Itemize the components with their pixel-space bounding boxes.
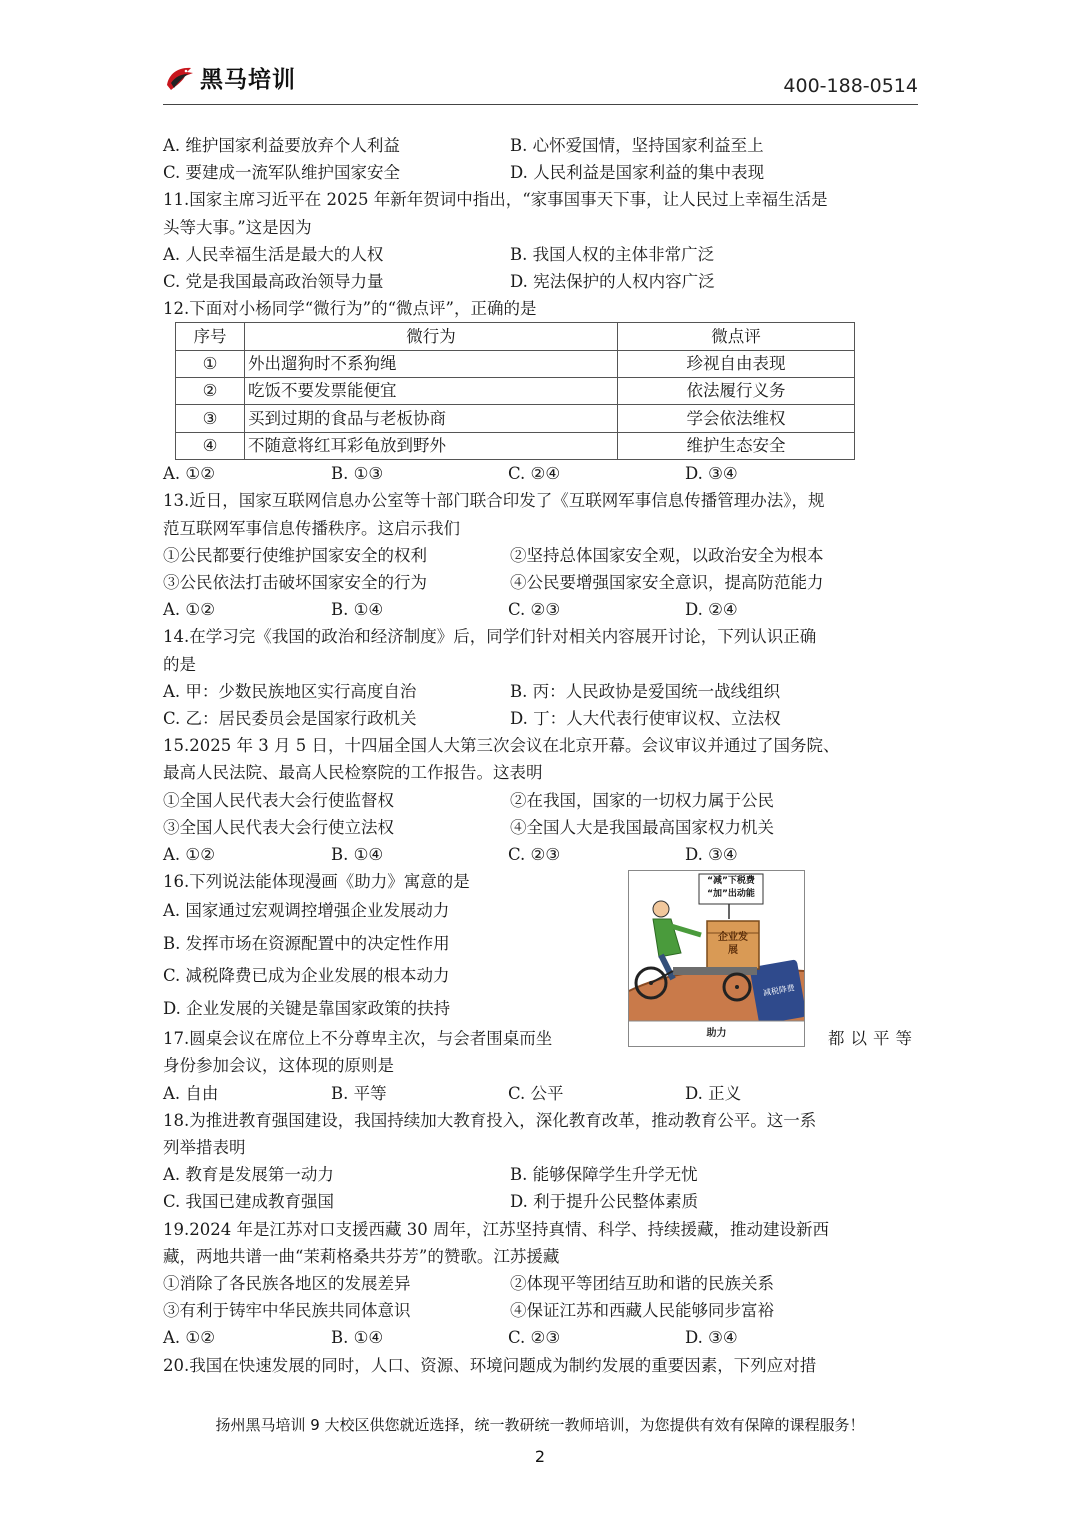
table-cell: ④ xyxy=(176,432,245,459)
q15-statement-2: ②在我国，国家的一切权力属于公民 xyxy=(510,790,774,810)
q15-option-c: C. ②③ xyxy=(508,844,561,864)
q19-option-a: A. ①② xyxy=(163,1328,215,1348)
q17-stem-line1 xyxy=(163,1025,918,1052)
horse-logo-icon xyxy=(163,63,197,93)
q15-statements-row1 xyxy=(163,787,918,814)
cartoon-zhuli xyxy=(628,870,805,1047)
q19-stem-line1: 19.2024 年是江苏对口支援西藏 30 周年，江苏坚持真情、科学、持续援藏，推动建设新西 xyxy=(163,1219,829,1239)
page-number: 2 xyxy=(534,1447,546,1466)
q17-option-b: B. 平等 xyxy=(331,1083,387,1103)
q20-stem-line1: 20.我国在快速发展的同时，人口、资源、环境问题成为制约发展的重要因素，下列应对措 xyxy=(163,1355,817,1375)
cartoon-sign-line1: “减”下税费 xyxy=(707,876,755,887)
q15-statement-4: ④全国人大是我国最高国家权力机关 xyxy=(510,817,774,837)
q13-options xyxy=(163,596,918,623)
cartoon-sign-line2: “加”出动能 xyxy=(707,889,755,900)
q13-option-b: B. ①④ xyxy=(331,600,384,620)
q18-option-b: B. 能够保障学生升学无忧 xyxy=(510,1165,698,1185)
q14-stem-line1: 14.在学习完《我国的政治和经济制度》后，同学们针对相关内容展开讨论，下列认识正确 xyxy=(163,627,817,647)
q12-options xyxy=(163,460,918,487)
phone-number: 400-188-0514 xyxy=(783,75,918,97)
q10-option-c: C. 要建成一流军队维护国家安全 xyxy=(163,163,401,183)
table-cell: ② xyxy=(176,378,245,405)
q19-statement-4: ④保证江苏和西藏人民能够同步富裕 xyxy=(510,1301,774,1321)
table-row xyxy=(176,378,855,405)
q13-option-d: D. ②④ xyxy=(685,600,738,620)
q13-option-a: A. ①② xyxy=(163,600,215,620)
q11-option-b: B. 我国人权的主体非常广泛 xyxy=(510,244,715,264)
q14-options-row2 xyxy=(163,705,918,732)
q15-statements-row2 xyxy=(163,814,918,841)
q14-option-a: A. 甲：少数民族地区实行高度自治 xyxy=(163,681,417,701)
q13-statement-4: ④公民要增强国家安全意识，提高防范能力 xyxy=(510,573,824,593)
table-cell: 珍视自由表现 xyxy=(618,350,855,377)
q10-option-b: B. 心怀爱国情，坚持国家利益至上 xyxy=(510,136,764,155)
q11-option-a: A. 人民幸福生活是最大的人权 xyxy=(163,244,384,264)
header-divider xyxy=(163,104,918,105)
q14-option-c: C. 乙：居民委员会是国家行政机关 xyxy=(163,708,417,728)
q17-option-d: D. 正义 xyxy=(685,1083,742,1103)
table-cell: 依法履行义务 xyxy=(618,378,855,405)
table-cell: 维护生态安全 xyxy=(618,432,855,459)
q17-option-a: A. 自由 xyxy=(163,1083,219,1103)
q13-statement-2: ②坚持总体国家安全观，以政治安全为根本 xyxy=(510,545,824,565)
table-row xyxy=(176,432,855,459)
q16-stem: 16.下列说法能体现漫画《助力》寓意的是 xyxy=(163,872,470,892)
q15-option-a: A. ①② xyxy=(163,844,215,864)
q14-stem-line2: 的是 xyxy=(163,654,196,674)
table-header-cell: 微行为 xyxy=(245,323,618,350)
q18-stem-line1: 18.为推进教育强国建设，我国持续加大教育投入，深化教育改革，推动教育公平。这一系 xyxy=(163,1110,817,1130)
q13-option-c: C. ②③ xyxy=(508,600,561,620)
q17-stem-tail: 都以平等 xyxy=(828,1029,918,1049)
q18-option-a: A. 教育是发展第一动力 xyxy=(163,1165,334,1185)
q17-option-c: C. 公平 xyxy=(508,1083,564,1103)
q10-option-a: A. 维护国家利益要放弃个人利益 xyxy=(163,136,400,155)
q15-option-d: D. ③④ xyxy=(685,844,738,864)
q11-stem-line2: 头等大事。”这是因为 xyxy=(163,217,312,237)
table-cell: 买到过期的食品与老板协商 xyxy=(245,405,618,432)
q16-option-a: A. 国家通过宏观调控增强企业发展动力 xyxy=(163,901,450,921)
table-cell: ① xyxy=(176,350,245,377)
q13-statements-row1 xyxy=(163,542,918,569)
q10-options-row1 xyxy=(163,132,918,159)
q19-options xyxy=(163,1324,918,1351)
q19-statement-2: ②体现平等团结互助和谐的民族关系 xyxy=(510,1273,774,1293)
q18-option-d: D. 利于提升公民整体素质 xyxy=(510,1192,699,1212)
q12-table xyxy=(175,322,855,460)
table-header-cell: 微点评 xyxy=(618,323,855,350)
q15-stem-line1: 15.2025 年 3 月 5 日，十四届全国人大第三次会议在北京开幕。会议审议并通过了国务院、 xyxy=(163,736,840,756)
q11-option-c: C. 党是我国最高政治领导力量 xyxy=(163,271,384,291)
brand-name: 黑马培训 xyxy=(200,67,296,93)
q12-stem: 12.下面对小杨同学“微行为”的“微点评”，正确的是 xyxy=(163,299,537,319)
q11-options-row2 xyxy=(163,268,918,295)
q19-stem-line2: 藏，两地共谱一曲“茉莉格桑共芬芳”的赞歌。江苏援藏 xyxy=(163,1246,560,1266)
q15-statement-1: ①全国人民代表大会行使监督权 xyxy=(163,790,394,810)
cartoon-caption: 助力 xyxy=(706,1028,727,1040)
q11-stem-line1: 11.国家主席习近平在 2025 年新年贺词中指出，“家事国事天下事，让人民过上幸福生活是 xyxy=(163,190,828,210)
q13-stem-line2: 范互联网军事信息传播秩序。这启示我们 xyxy=(163,518,460,538)
q12-option-a: A. ①② xyxy=(163,464,215,484)
q19-option-c: C. ②③ xyxy=(508,1328,561,1348)
q15-stem-line2: 最高人民法院、最高人民检察院的工作报告。这表明 xyxy=(163,763,543,783)
q18-stem-line2: 列举措表明 xyxy=(163,1138,246,1158)
cartoon-tank-label: 减税降费 xyxy=(762,983,796,998)
table-cell: 吃饭不要发票能便宜 xyxy=(245,378,618,405)
table-row xyxy=(176,405,855,432)
q13-stem-line1: 13.近日，国家互联网信息办公室等十部门联合印发了《互联网军事信息传播管理办法》，规 xyxy=(163,491,825,511)
q17-options xyxy=(163,1080,918,1107)
cartoon-box-label: 企业发展 xyxy=(718,932,748,957)
q10-options-row2 xyxy=(163,159,918,186)
q16-option-c: C. 减税降费已成为企业发展的根本动力 xyxy=(163,966,450,986)
table-cell: 学会依法维权 xyxy=(618,405,855,432)
footer-slogan: 扬州黑马培训 9 大校区供您就近选择，统一教研统一教师培训，为您提供有效有保障的课程服务！ xyxy=(215,1416,865,1434)
table-cell: ③ xyxy=(176,405,245,432)
q14-option-d: D. 丁：人大代表行使审议权、立法权 xyxy=(510,708,781,728)
q15-statement-3: ③全国人民代表大会行使立法权 xyxy=(163,817,394,837)
brand-logo xyxy=(163,61,296,94)
q12-option-c: C. ②④ xyxy=(508,464,561,484)
q12-option-b: B. ①③ xyxy=(331,464,384,484)
q19-option-b: B. ①④ xyxy=(331,1328,384,1348)
table-row xyxy=(176,350,855,377)
q10-option-d: D. 人民利益是国家利益的集中表现 xyxy=(510,163,765,183)
q11-options-row1 xyxy=(163,241,918,268)
q18-option-c: C. 我国已建成教育强国 xyxy=(163,1192,335,1212)
q11-option-d: D. 宪法保护的人权内容广泛 xyxy=(510,271,715,291)
q12-table-header xyxy=(176,323,855,350)
q13-statements-row2 xyxy=(163,569,918,596)
page-header xyxy=(163,55,918,105)
q19-statements-row2 xyxy=(163,1297,918,1324)
q19-statements-row1 xyxy=(163,1270,918,1297)
q14-options-row1 xyxy=(163,678,918,705)
q16-option-b: B. 发挥市场在资源配置中的决定性作用 xyxy=(163,933,450,953)
table-cell: 外出遛狗时不系狗绳 xyxy=(245,350,618,377)
q19-statement-1: ①消除了各民族各地区的发展差异 xyxy=(163,1273,411,1293)
q15-option-b: B. ①④ xyxy=(331,844,384,864)
q18-options-row2 xyxy=(163,1188,918,1215)
table-header-cell: 序号 xyxy=(176,323,245,350)
q17-stem-text: 17.圆桌会议在席位上不分尊卑主次，与会者围桌而坐 xyxy=(163,1029,553,1049)
q12-option-d: D. ③④ xyxy=(685,464,738,484)
q14-option-b: B. 丙：人民政协是爱国统一战线组织 xyxy=(510,681,781,701)
exam-content xyxy=(163,132,918,1379)
q16-option-d: D. 企业发展的关键是靠国家政策的扶持 xyxy=(163,998,451,1018)
table-cell: 不随意将红耳彩龟放到野外 xyxy=(245,432,618,459)
q15-options xyxy=(163,841,918,868)
q19-statement-3: ③有利于铸牢中华民族共同体意识 xyxy=(163,1301,411,1321)
q19-option-d: D. ③④ xyxy=(685,1328,738,1348)
q18-options-row1 xyxy=(163,1161,918,1188)
q13-statement-1: ①公民都要行使维护国家安全的权利 xyxy=(163,545,427,565)
q17-stem-line2: 身份参加会议，这体现的原则是 xyxy=(163,1056,394,1076)
q13-statement-3: ③公民依法打击破坏国家安全的行为 xyxy=(163,573,427,593)
